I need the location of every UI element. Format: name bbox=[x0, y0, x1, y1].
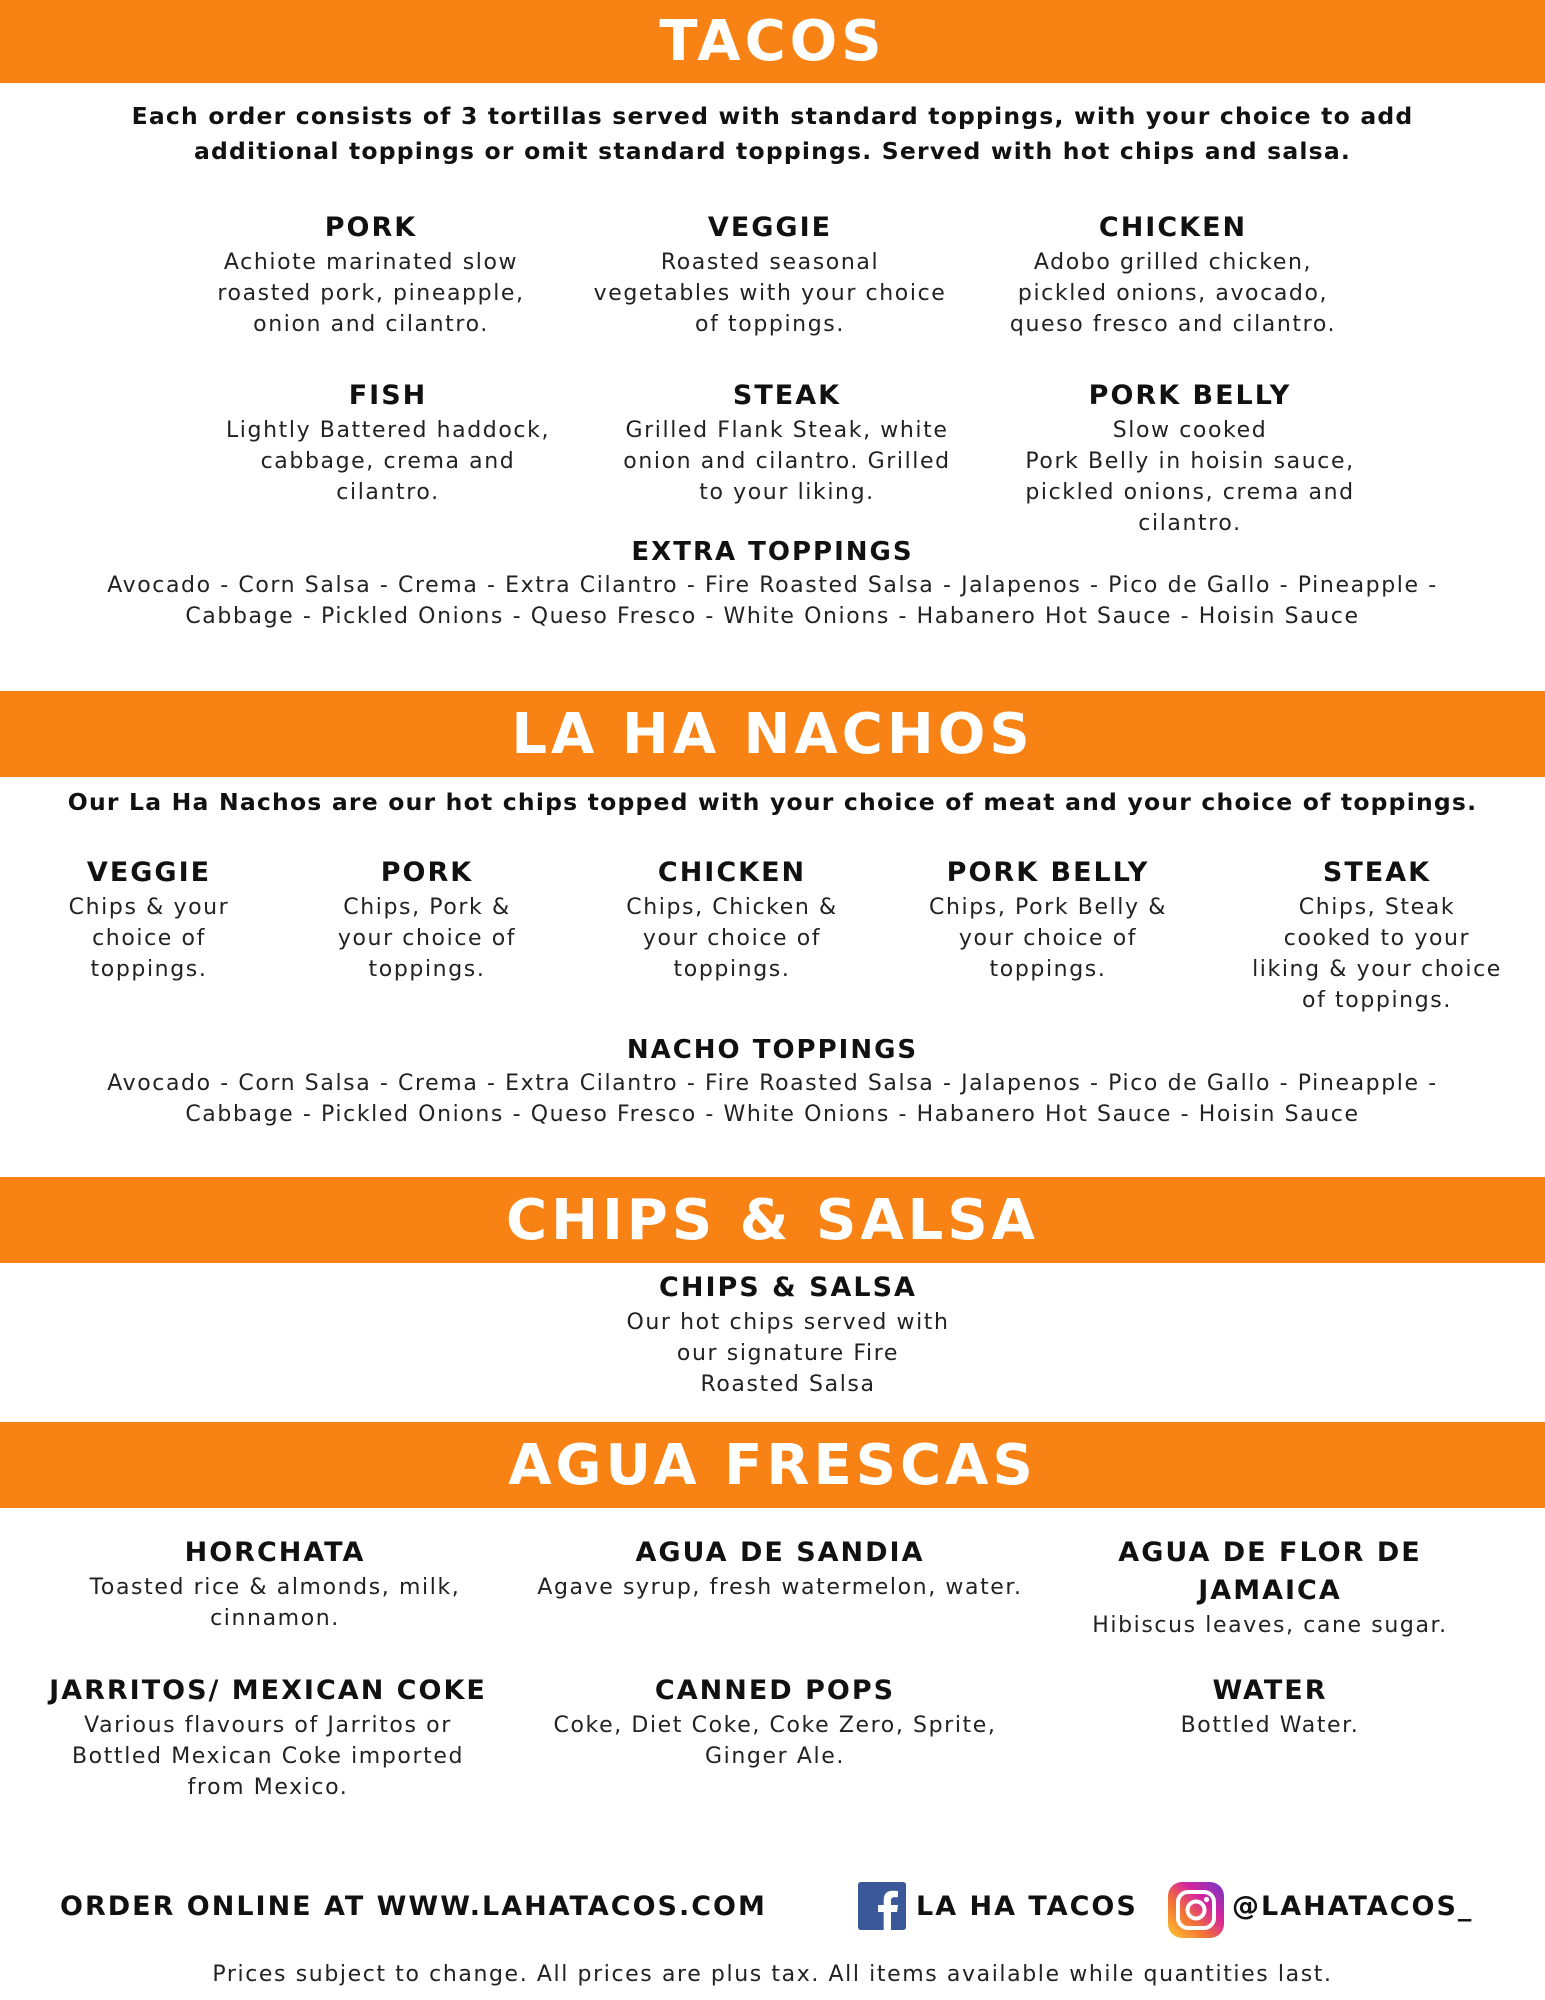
item-name: FISH bbox=[348, 380, 428, 411]
order-online-link[interactable]: ORDER ONLINE AT WWW.LAHATACOS.COM bbox=[60, 1891, 767, 1922]
item-desc: your choice of bbox=[337, 926, 517, 951]
item-desc: toppings. bbox=[673, 957, 791, 982]
taco-item-pork-belly bbox=[987, 377, 1393, 539]
drink-item-agua-de-sandia bbox=[520, 1534, 1040, 1603]
item-desc: Roasted Salsa bbox=[700, 1372, 876, 1397]
item-desc: Chips, Pork Belly & bbox=[929, 895, 1167, 920]
nachos-intro bbox=[0, 785, 1545, 820]
taco-item-pork bbox=[171, 209, 571, 340]
item-name: WATER bbox=[1212, 1675, 1328, 1706]
item-desc: choice of bbox=[92, 926, 206, 951]
nacho-toppings bbox=[0, 1032, 1545, 1130]
item-desc: Toasted rice & almonds, milk, bbox=[89, 1575, 461, 1600]
item-desc: cilantro. bbox=[336, 480, 440, 505]
item-name: PORK bbox=[380, 857, 474, 888]
item-name: CHICKEN bbox=[1098, 212, 1248, 243]
item-desc: Slow cooked bbox=[1112, 418, 1268, 443]
section-title: LA HA NACHOS bbox=[511, 701, 1034, 767]
item-name: STEAK bbox=[1322, 857, 1432, 888]
item-desc: Roasted seasonal bbox=[660, 250, 880, 275]
item-name: STEAK bbox=[732, 380, 842, 411]
item-desc: onion and cilantro. Grilled bbox=[623, 449, 951, 474]
intro-line: additional toppings or omit standard toppings. Served with hot chips and salsa. bbox=[193, 137, 1352, 165]
item-desc: vegetables with your choice bbox=[593, 281, 947, 306]
item-desc: cilantro. bbox=[1138, 511, 1242, 536]
item-name: VEGGIE bbox=[707, 212, 833, 243]
item-desc: cooked to your bbox=[1283, 926, 1471, 951]
facebook-icon[interactable] bbox=[858, 1882, 906, 1930]
drink-item-jarritos bbox=[25, 1672, 511, 1803]
item-name: CHIPS & SALSA bbox=[659, 1272, 917, 1303]
item-desc: pickled onions, crema and bbox=[1025, 480, 1355, 505]
item-desc: cinnamon. bbox=[210, 1606, 340, 1631]
taco-item-fish bbox=[188, 377, 588, 508]
item-desc: toppings. bbox=[989, 957, 1107, 982]
item-name: CHICKEN bbox=[657, 857, 807, 888]
item-name: JARRITOS/ MEXICAN COKE bbox=[49, 1675, 487, 1706]
item-desc: toppings. bbox=[368, 957, 486, 982]
item-desc: Coke, Diet Coke, Coke Zero, Sprite, bbox=[553, 1713, 997, 1738]
item-desc: Bottled Mexican Coke imported bbox=[71, 1744, 465, 1769]
item-desc: roasted pork, pineapple, bbox=[217, 281, 525, 306]
taco-item-steak bbox=[587, 377, 987, 508]
item-desc: Grilled Flank Steak, white bbox=[625, 418, 949, 443]
item-desc: queso fresco and cilantro. bbox=[1009, 312, 1337, 337]
drink-item-jamaica bbox=[1060, 1534, 1480, 1641]
section-title: CHIPS & SALSA bbox=[505, 1187, 1040, 1253]
item-desc: to your liking. bbox=[699, 480, 875, 505]
chips-item bbox=[588, 1269, 988, 1400]
drink-item-horchata bbox=[45, 1534, 505, 1634]
item-name: HORCHATA bbox=[184, 1537, 366, 1568]
item-name: PORK bbox=[324, 212, 418, 243]
item-desc: Chips, Chicken & bbox=[626, 895, 838, 920]
drink-item-water bbox=[1110, 1672, 1430, 1741]
item-desc: of toppings. bbox=[1302, 988, 1452, 1013]
drink-item-canned-pops bbox=[530, 1672, 1020, 1772]
item-desc: Various flavours of Jarritos or bbox=[84, 1713, 452, 1738]
item-desc: onion and cilantro. bbox=[253, 312, 489, 337]
item-desc: from Mexico. bbox=[187, 1775, 349, 1800]
instagram-label[interactable]: @LAHATACOS_ bbox=[1232, 1891, 1474, 1922]
extra-toppings bbox=[0, 534, 1545, 632]
nacho-item-chicken bbox=[600, 854, 864, 985]
item-desc: pickled onions, avocado, bbox=[1017, 281, 1329, 306]
item-desc: Chips & your bbox=[68, 895, 230, 920]
item-desc: Achiote marinated slow bbox=[223, 250, 519, 275]
toppings-line: Avocado - Corn Salsa - Crema - Extra Cilantro - Fire Roasted Salsa - Jalapenos - Pico de Gallo - Pineapple - bbox=[107, 1071, 1438, 1096]
item-desc: your choice of bbox=[642, 926, 822, 951]
instagram-icon[interactable] bbox=[1168, 1882, 1224, 1938]
item-desc: your choice of bbox=[958, 926, 1138, 951]
toppings-line: Avocado - Corn Salsa - Crema - Extra Cilantro - Fire Roasted Salsa - Jalapenos - Pico de Gallo - Pineapple - bbox=[107, 573, 1438, 598]
item-desc: Ginger Ale. bbox=[705, 1744, 845, 1769]
item-name: PORK BELLY bbox=[1088, 380, 1292, 411]
nacho-item-veggie bbox=[20, 854, 278, 985]
item-name: AGUA DE FLOR DE bbox=[1118, 1537, 1422, 1568]
item-desc: Adobo grilled chicken, bbox=[1033, 250, 1313, 275]
toppings-line: Cabbage - Pickled Onions - Queso Fresco - White Onions - Habanero Hot Sauce - Hoisin Sauce bbox=[185, 1102, 1360, 1127]
section-title: TACOS bbox=[659, 9, 886, 74]
nachos-banner bbox=[0, 691, 1545, 777]
toppings-line: Cabbage - Pickled Onions - Queso Fresco - White Onions - Habanero Hot Sauce - Hoisin Sauce bbox=[185, 604, 1360, 629]
item-name: VEGGIE bbox=[86, 857, 212, 888]
drinks-banner bbox=[0, 1422, 1545, 1508]
item-name: JAMAICA bbox=[1198, 1575, 1342, 1606]
item-desc: liking & your choice bbox=[1252, 957, 1502, 982]
intro-line: Our La Ha Nachos are our hot chips topped with your choice of meat and your choice of toppings. bbox=[67, 788, 1478, 816]
item-desc: toppings. bbox=[90, 957, 208, 982]
section-title: AGUA FRESCAS bbox=[508, 1432, 1037, 1498]
intro-line: Each order consists of 3 tortillas served with standard toppings, with your choice to add bbox=[131, 102, 1414, 130]
nacho-item-pork bbox=[300, 854, 554, 985]
item-desc: cabbage, crema and bbox=[260, 449, 516, 474]
item-desc: our signature Fire bbox=[676, 1341, 900, 1366]
tacos-banner bbox=[0, 0, 1545, 83]
toppings-title: NACHO TOPPINGS bbox=[626, 1035, 919, 1065]
tacos-intro bbox=[0, 99, 1545, 169]
facebook-label[interactable]: LA HA TACOS bbox=[916, 1891, 1138, 1922]
item-desc: Hibiscus leaves, cane sugar. bbox=[1092, 1613, 1448, 1638]
item-desc: Chips, Pork & bbox=[343, 895, 511, 920]
taco-item-chicken bbox=[973, 209, 1373, 340]
item-name: CANNED POPS bbox=[654, 1675, 896, 1706]
taco-item-veggie bbox=[560, 209, 980, 340]
item-name: PORK BELLY bbox=[946, 857, 1150, 888]
item-desc: Lightly Battered haddock, bbox=[225, 418, 551, 443]
item-desc: Chips, Steak bbox=[1298, 895, 1456, 920]
item-name: AGUA DE SANDIA bbox=[635, 1537, 925, 1568]
chips-banner bbox=[0, 1177, 1545, 1263]
item-desc: of toppings. bbox=[695, 312, 845, 337]
item-desc: Pork Belly in hoisin sauce, bbox=[1025, 449, 1355, 474]
nacho-item-pork-belly bbox=[900, 854, 1196, 985]
item-desc: Agave syrup, fresh watermelon, water. bbox=[537, 1575, 1023, 1600]
item-desc: Bottled Water. bbox=[1180, 1713, 1360, 1738]
item-desc: Our hot chips served with bbox=[626, 1310, 950, 1335]
price-disclaimer: Prices subject to change. All prices are plus tax. All items available while quantities last. bbox=[212, 1962, 1333, 1987]
toppings-title: EXTRA TOPPINGS bbox=[631, 537, 914, 567]
nacho-item-steak bbox=[1230, 854, 1524, 1016]
